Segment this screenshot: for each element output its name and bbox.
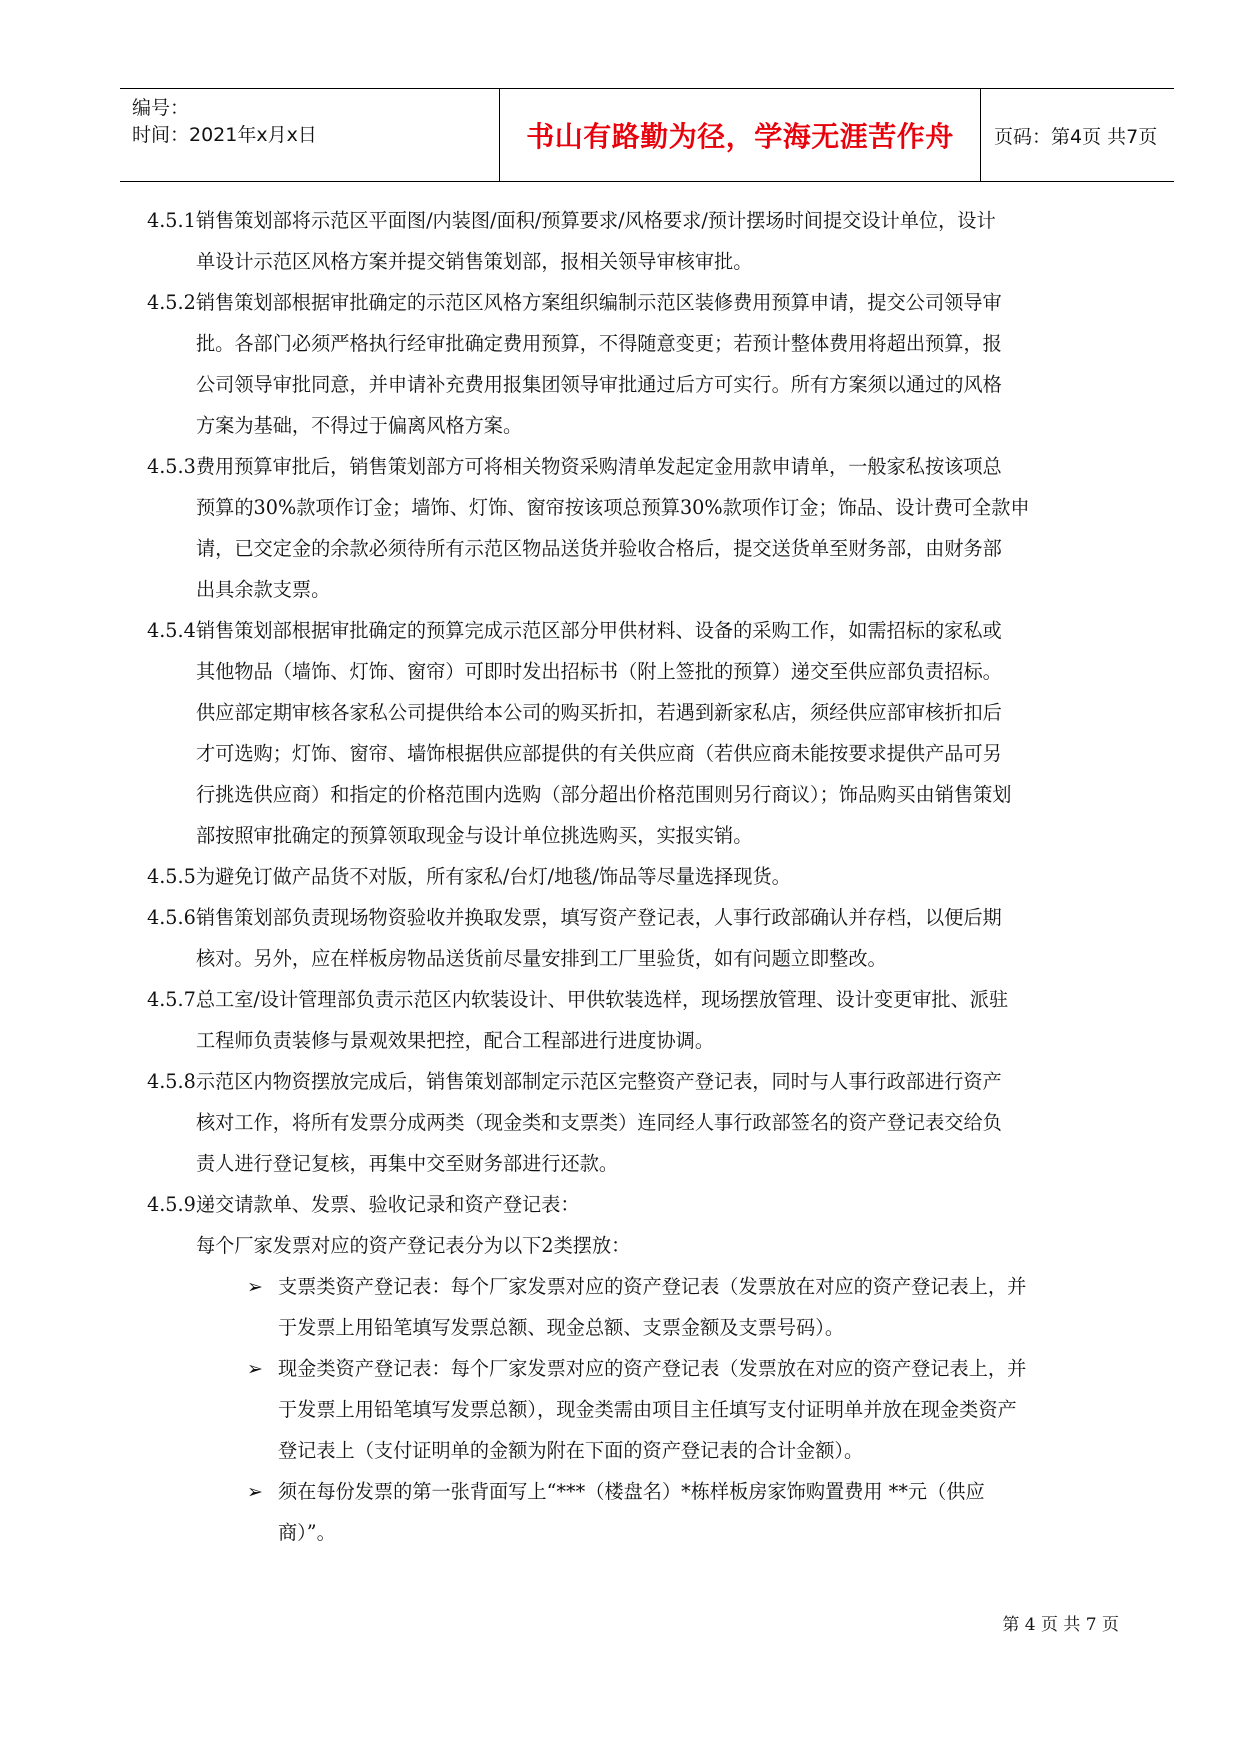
document-time-label: 时间：2021年x月x日 [132, 124, 317, 146]
clause-continuation-line: 单设计示范区风格方案并提交销售策划部，报相关领导审核审批。 [196, 250, 753, 273]
clause-item [147, 979, 1122, 1061]
document-number-label: 编号： [132, 97, 190, 119]
arrow-bullet-icon: ➢ [247, 1275, 264, 1298]
clause-first-line: 4.5.7总工室/设计管理部负责示范区内软装设计、甲供软装选样，现场摆放管理、设计变更审批、派驻 [147, 988, 1009, 1011]
header-left [132, 89, 492, 187]
clause-first-line: 4.5.2销售策划部根据审批确定的示范区风格方案组织编制示范区装修费用预算申请，提交公司领导审 [147, 291, 1002, 314]
clause-continuation-line: 供应部定期审核各家私公司提供给本公司的购买折扣，若遇到新家私店，须经供应部审核折扣后 [196, 701, 1002, 724]
clause-continuation-line: 方案为基础，不得过于偏离风格方案。 [196, 414, 523, 437]
clause-item [147, 897, 1122, 979]
clause-first-line: 4.5.8示范区内物资摆放完成后，销售策划部制定示范区完整资产登记表，同时与人事行政部进行资产 [147, 1070, 1002, 1093]
page-header [120, 88, 1174, 182]
bullet-line: 支票类资产登记表：每个厂家发票对应的资产登记表（发票放在对应的资产登记表上，并 [278, 1275, 1027, 1298]
bullet-line: 登记表上（支付证明单的金额为附在下面的资产登记表的合计金额）。 [278, 1439, 864, 1462]
arrow-bullet-icon: ➢ [247, 1357, 264, 1380]
clause-continuation-line: 核对工作，将所有发票分成两类（现金类和支票类）连同经人事行政部签名的资产登记表交给负 [196, 1111, 1002, 1134]
classification-note: 每个厂家发票对应的资产登记表分为以下2类摆放： [196, 1234, 631, 1257]
clause-continuation-line: 行挑选供应商）和指定的价格范围内选购（部分超出价格范围则另行商议）；饰品购买由销售策划 [196, 783, 1012, 806]
document-body [147, 200, 1122, 1553]
clause-item [147, 1061, 1122, 1184]
clause-continuation-line: 核对。另外，应在样板房物品送货前尽量安排到工厂里验货，如有问题立即整改。 [196, 947, 887, 970]
bullet-line: 现金类资产登记表：每个厂家发票对应的资产登记表（发票放在对应的资产登记表上，并 [278, 1357, 1027, 1380]
clause-continuation-line: 请，已交定金的余款必须待所有示范区物品送货并验收合格后，提交送货单至财务部，由财务部 [196, 537, 1002, 560]
clause-continuation-line: 公司领导审批同意，并申请补充费用报集团领导审批通过后方可实行。所有方案须以通过的风格 [196, 373, 1002, 396]
clause-continuation-line: 工程师负责装修与景观效果把控，配合工程部进行进度协调。 [196, 1029, 715, 1052]
clause-item [147, 282, 1122, 446]
bullet-item [147, 1471, 1122, 1553]
arrow-bullet-icon: ➢ [247, 1480, 264, 1503]
bullet-line: 须在每份发票的第一张背面写上“***（楼盘名）*栋样板房家饰购置费用 **元（供应 [278, 1480, 985, 1503]
clause-first-line: 4.5.5为避免订做产品货不对版，所有家私/台灯/地毯/饰品等尽量选择现货。 [147, 865, 791, 888]
bullet-line: 于发票上用铅笔填写发票总额、现金总额、支票金额及支票号码）。 [278, 1316, 845, 1339]
clause-continuation-line: 其他物品（墙饰、灯饰、窗帘）可即时发出招标书（附上签批的预算）递交至供应部负责招标。 [196, 660, 1002, 683]
header-motto: 书山有路勤为径，学海无涯苦作舟 [526, 120, 954, 153]
clause-continuation-line: 才可选购；灯饰、窗帘、墙饰根据供应部提供的有关供应商（若供应商未能按要求提供产品可另 [196, 742, 1002, 765]
clause-item [147, 446, 1122, 610]
clause-item [147, 200, 1122, 282]
clause-item [147, 1184, 1122, 1225]
clause-continuation-line: 责人进行登记复核，再集中交至财务部进行还款。 [196, 1152, 619, 1175]
bullet-line: 商）”。 [278, 1521, 336, 1544]
bullet-item [147, 1266, 1122, 1348]
clause-continuation-line: 预算的30%款项作订金；墙饰、灯饰、窗帘按该项总预算30%款项作订金；饰品、设计费可全款申 [196, 496, 1030, 519]
clause-item [147, 856, 1122, 897]
bullet-line: 于发票上用铅笔填写发票总额），现金类需由项目主任填写支付证明单并放在现金类资产 [278, 1398, 1017, 1421]
bullet-item [147, 1348, 1122, 1471]
clause-continuation-line: 批。各部门必须严格执行经审批确定费用预算，不得随意变更；若预计整体费用将超出预算，报 [196, 332, 1002, 355]
clause-first-line: 4.5.1销售策划部将示范区平面图/内装图/面积/预算要求/风格要求/预计摆场时间提交设计单位，设计 [147, 209, 996, 232]
header-page-info: 页码：第4页 共7页 [994, 125, 1158, 148]
clause-first-line: 4.5.4销售策划部根据审批确定的预算完成示范区部分甲供材料、设备的采购工作，如需招标的家私或 [147, 619, 1002, 642]
clause-continuation-line: 部按照审批确定的预算领取现金与设计单位挑选购买，实报实销。 [196, 824, 753, 847]
clause-first-line: 4.5.3费用预算审批后，销售策划部方可将相关物资采购清单发起定金用款申请单，一般家私按该项总 [147, 455, 1002, 478]
header-motto-cell [499, 89, 981, 181]
clause-first-line: 4.5.9递交请款单、发票、验收记录和资产登记表： [147, 1193, 580, 1216]
clause-item [147, 610, 1122, 856]
clause-continuation-line: 出具余款支票。 [196, 578, 331, 601]
clause-first-line: 4.5.6销售策划部负责现场物资验收并换取发票，填写资产登记表，人事行政部确认并存档，以便后期 [147, 906, 1002, 929]
page-footer: 第 4 页 共 7 页 [1002, 1615, 1119, 1635]
